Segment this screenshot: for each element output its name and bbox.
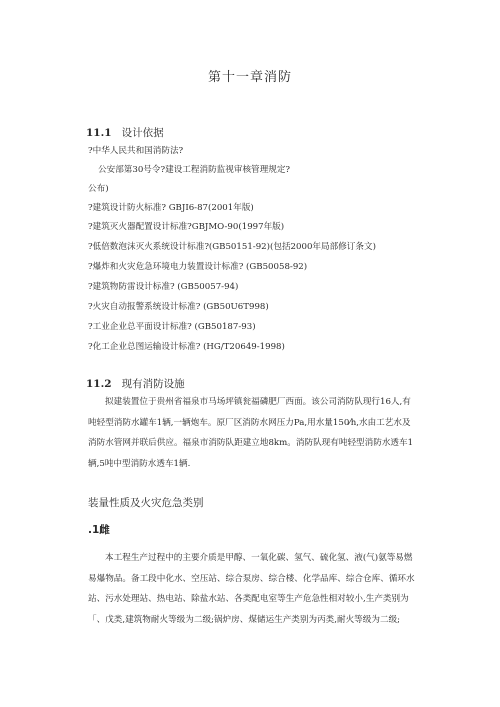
section-heading-existing-facilities (86, 376, 185, 391)
section-number: 11.2 (86, 378, 112, 390)
basis-item: ?中华人民共和国消防法? (88, 146, 184, 156)
basis-item: ?建筑物防雷设计标准? (GB50057-94) (88, 282, 239, 292)
basis-item: 公布) (88, 184, 109, 194)
basis-item: ?建筑设计防火标准? GBJI6-87(2001年版) (88, 203, 254, 213)
section-heading-design-basis (86, 125, 164, 140)
basis-item: ?化工企业总图运输设计标准? (HG/T20649-1998) (88, 342, 285, 352)
basis-item: 公安部第30号令?建设工程消防监视审核管理规定? (98, 165, 291, 175)
facilities-paragraph (88, 392, 418, 474)
paragraph-text: 本工程生产过程中的主要介质是甲醇、一氧化碳、氢气、硫化氢、液(气)氨等易燃易爆物品。备工段中化水、空压站、综合泵房、综合楼、化学品库、综合仓库、循环水站、污水处理站、热电站、除盐水站、各类配电室等生产危急性相对较小,生产类别为「、戊类,建筑物耐火等级为二级;锅炉房、煤储运生产类别为丙类,耐火等级为二级; (88, 553, 415, 625)
section-heading-fire-hazard: 装量性质及火灾危急类别 (88, 497, 204, 509)
section-number: 11.1 (86, 127, 112, 139)
section-title: 设计依据 (121, 127, 164, 139)
section-title: 现有消防设施 (121, 378, 185, 390)
basis-item: ?爆炸和火灾危急环境电力装置设计标准? (GB50058-92) (88, 262, 308, 272)
basis-item: ?建筑灭火器配置设计标准?GBJMO-90(1997年版) (88, 222, 285, 232)
basis-item: ?火灾自动报警系统设计标准? (GB50U6T998) (88, 302, 269, 312)
chapter-title: 第十一章消防 (207, 70, 292, 85)
basis-item: ?低倍数泡沫灭火系统设计标准?(GB50151-92)(包括2000年局部修订条文) (88, 242, 376, 252)
basis-item: ?工业企业总平面设计标准? (GB50187-93) (88, 322, 256, 332)
hazard-paragraph (88, 548, 418, 630)
subsection-heading: .1雌 (88, 524, 110, 536)
paragraph-text: 拟建装置位于贵州省福泉市马场坪镇瓮福磷肥厂西面。该公司消防队现行16人,有吨轻型消防水罐车1辆,一辆炮车。原厂区消防水网压力Pa,用水量150⁄h,水由工艺水及消防水管网并联后供应。福泉市消防队距建立地8km。消防队现有吨轻型消防水透车1辆,5吨中型消防水透车1辆. (88, 397, 414, 469)
